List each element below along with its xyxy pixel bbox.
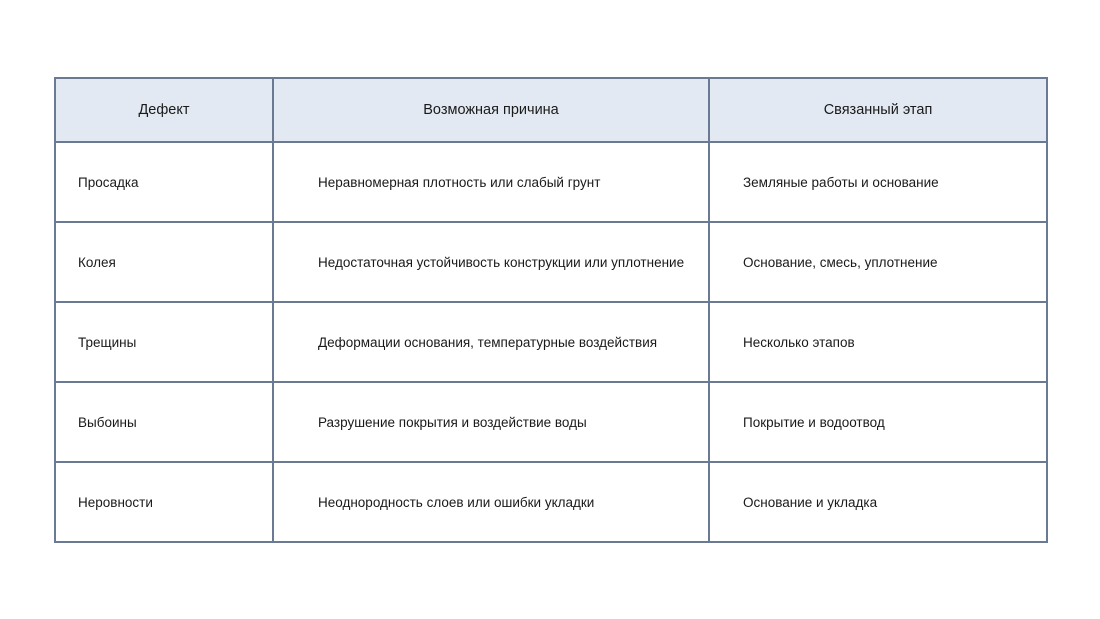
cell-cause: Разрушение покрытия и воздействие воды	[273, 382, 709, 462]
table-row	[55, 302, 1047, 382]
cell-defect: Неровности	[55, 462, 273, 542]
cell-stage: Земляные работы и основание	[709, 142, 1047, 222]
cell-cause: Недостаточная устойчивость конструкции или уплотнение	[273, 222, 709, 302]
cell-defect: Просадка	[55, 142, 273, 222]
cell-defect: Выбоины	[55, 382, 273, 462]
header-cause: Возможная причина	[273, 78, 709, 142]
cell-stage: Покрытие и водоотвод	[709, 382, 1047, 462]
cell-stage: Основание и укладка	[709, 462, 1047, 542]
table-body	[55, 142, 1047, 542]
header-stage: Связанный этап	[709, 78, 1047, 142]
cell-cause: Деформации основания, температурные воздействия	[273, 302, 709, 382]
defects-table	[54, 77, 1048, 543]
cell-stage: Основание, смесь, уплотнение	[709, 222, 1047, 302]
table-row	[55, 222, 1047, 302]
table-header	[55, 78, 1047, 142]
header-defect: Дефект	[55, 78, 273, 142]
cell-stage: Несколько этапов	[709, 302, 1047, 382]
cell-cause: Неоднородность слоев или ошибки укладки	[273, 462, 709, 542]
cell-cause: Неравномерная плотность или слабый грунт	[273, 142, 709, 222]
defects-table-container	[54, 77, 1046, 542]
table-row	[55, 142, 1047, 222]
table-row	[55, 382, 1047, 462]
table-row	[55, 462, 1047, 542]
header-row	[55, 78, 1047, 142]
cell-defect: Трещины	[55, 302, 273, 382]
cell-defect: Колея	[55, 222, 273, 302]
